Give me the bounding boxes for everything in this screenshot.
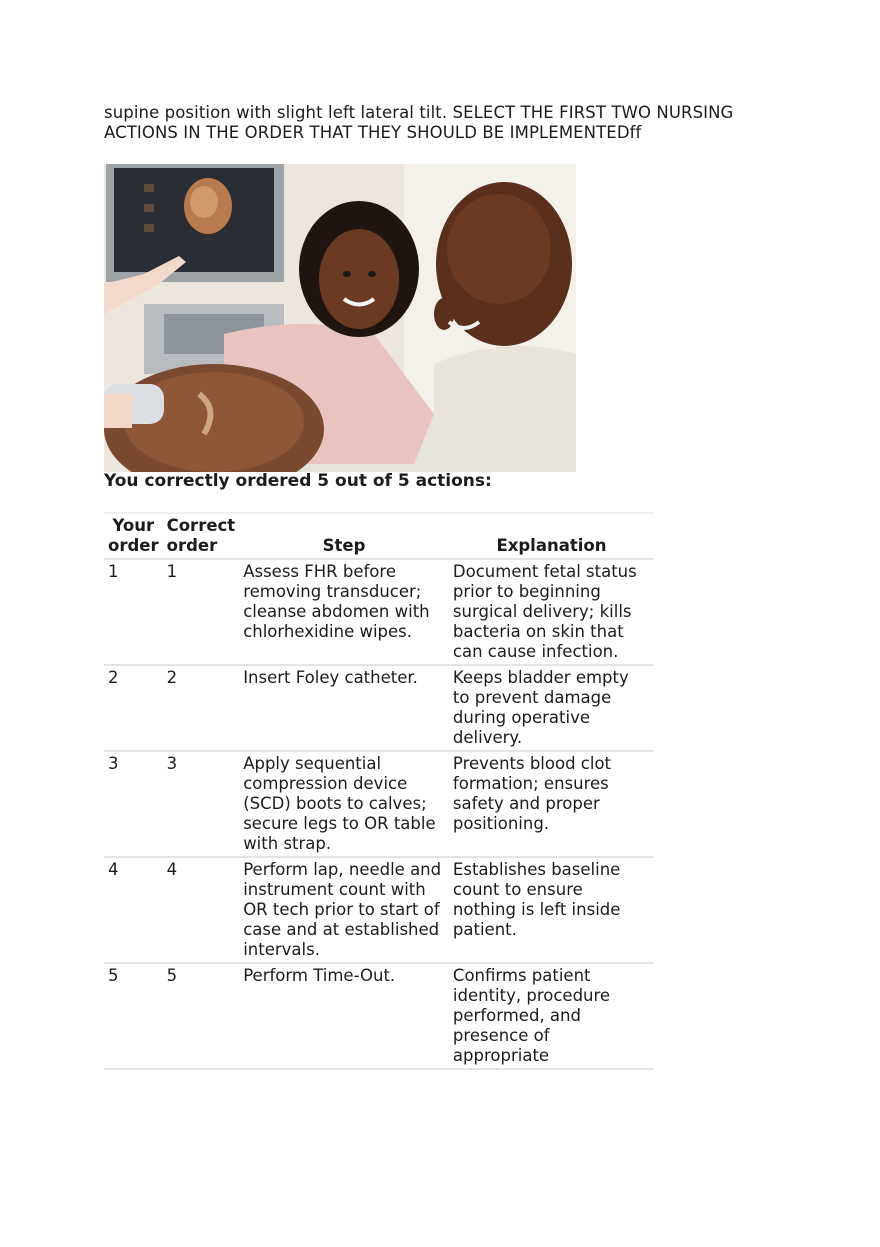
step-cell: Insert Foley catheter. bbox=[239, 665, 449, 751]
table-row bbox=[104, 857, 654, 963]
question-line-2: ACTIONS IN THE ORDER THAT THEY SHOULD BE IMPLEMENTEDff bbox=[104, 123, 642, 142]
ultrasound-photo bbox=[104, 164, 576, 472]
correct-order-cell: 3 bbox=[163, 751, 240, 857]
explanation-cell: Keeps bladder empty to prevent damage during operative delivery. bbox=[449, 665, 654, 751]
your-order-cell: 4 bbox=[104, 857, 163, 963]
explanation-cell: Document fetal status prior to beginning surgical delivery; kills bacteria on skin that can cause infection. bbox=[449, 559, 654, 665]
ultrasound-monitor bbox=[106, 164, 284, 282]
header-correct-order: Correct order bbox=[163, 513, 240, 559]
correct-order-cell: 2 bbox=[163, 665, 240, 751]
table-row bbox=[104, 665, 654, 751]
table-row bbox=[104, 963, 654, 1069]
header-your-order: Your order bbox=[104, 513, 163, 559]
explanation-cell: Confirms patient identity, procedure performed, and presence of appropriate bbox=[449, 963, 654, 1069]
header-explanation: Explanation bbox=[449, 513, 654, 559]
question-line-1: supine position with slight left lateral tilt. SELECT THE FIRST TWO NURSING bbox=[104, 103, 734, 122]
step-cell: Perform Time-Out. bbox=[239, 963, 449, 1069]
table-row bbox=[104, 751, 654, 857]
step-cell: Perform lap, needle and instrument count with OR tech prior to start of case and at established intervals. bbox=[239, 857, 449, 963]
step-cell: Assess FHR before removing transducer; cleanse abdomen with chlorhexidine wipes. bbox=[239, 559, 449, 665]
your-order-cell: 2 bbox=[104, 665, 163, 751]
correct-order-cell: 1 bbox=[163, 559, 240, 665]
step-cell: Apply sequential compression device (SCD) boots to calves; secure legs to OR table with strap. bbox=[239, 751, 449, 857]
your-order-cell: 1 bbox=[104, 559, 163, 665]
question-text bbox=[104, 103, 794, 143]
correct-order-cell: 5 bbox=[163, 963, 240, 1069]
header-step: Step bbox=[239, 513, 449, 559]
table-row bbox=[104, 559, 654, 665]
correct-order-cell: 4 bbox=[163, 857, 240, 963]
your-order-cell: 3 bbox=[104, 751, 163, 857]
explanation-cell: Prevents blood clot formation; ensures safety and proper positioning. bbox=[449, 751, 654, 857]
table-header-row bbox=[104, 513, 654, 559]
your-order-cell: 5 bbox=[104, 963, 163, 1069]
ordering-results-table bbox=[104, 512, 654, 1070]
explanation-cell: Establishes baseline count to ensure nothing is left inside patient. bbox=[449, 857, 654, 963]
result-heading: You correctly ordered 5 out of 5 actions: bbox=[104, 471, 492, 491]
